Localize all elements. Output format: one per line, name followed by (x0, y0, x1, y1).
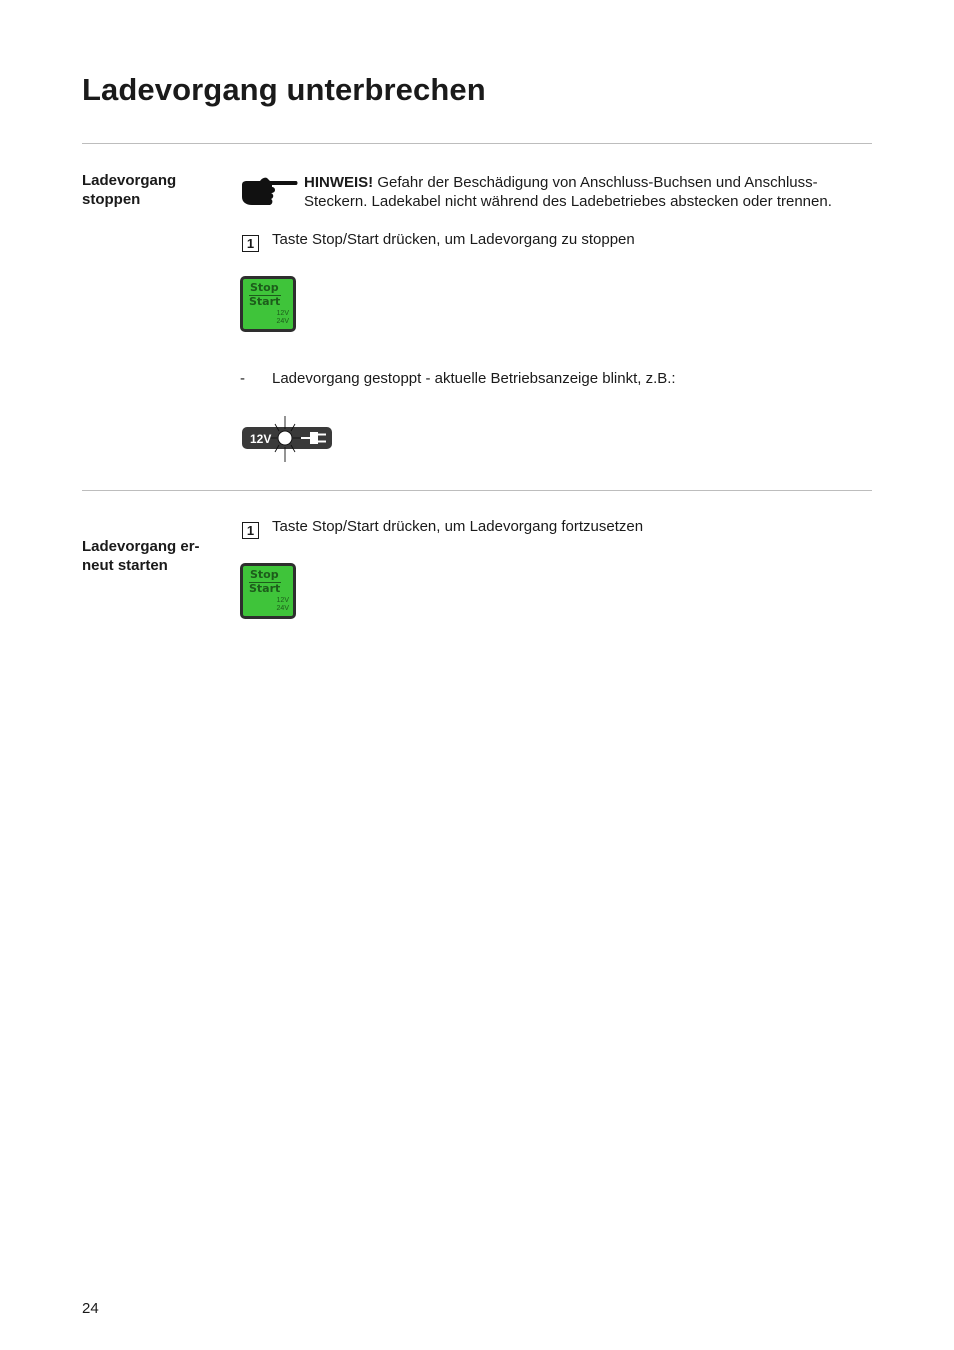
section-label-restart (82, 518, 222, 575)
button-12v-label: 12V (276, 597, 289, 604)
blink-light-icon (278, 431, 292, 445)
button-start-label: Start (249, 295, 281, 308)
button-24v-label: 24V (276, 318, 289, 325)
result-bullet: - (240, 370, 245, 387)
button-stop-label: Stop (250, 281, 279, 294)
button-start-label: Start (249, 582, 281, 595)
indicator-label: 12V (250, 432, 272, 446)
notice-text (304, 173, 874, 211)
page-number: 24 (82, 1300, 99, 1317)
notice-label: HINWEIS! (304, 174, 374, 191)
pointing-hand-icon (240, 175, 298, 211)
step-text: Taste Stop/Start drücken, um Ladevorgang zu stoppen (272, 231, 635, 248)
stop-start-button[interactable] (240, 276, 296, 332)
button-24v-label: 24V (276, 605, 289, 612)
step-number: 1 (242, 522, 259, 539)
button-12v-label: 12V (276, 310, 289, 317)
page-title: Ladevorgang unterbrechen (82, 72, 486, 107)
section-label-text: Ladevorgang er- neut starten (82, 538, 200, 574)
step-text: Taste Stop/Start drücken, um Ladevorgang fortzusetzen (272, 518, 644, 535)
section-label-stop (82, 171, 222, 209)
step-number: 1 (242, 235, 259, 252)
section-divider (82, 490, 872, 491)
section-divider (82, 143, 872, 144)
stop-start-button[interactable] (240, 563, 296, 619)
blinking-indicator (238, 412, 338, 466)
section-label-text: Ladevorgang stoppen (82, 172, 177, 208)
result-text: Ladevorgang gestoppt - aktuelle Betriebsanzeige blinkt, z.B.: (272, 370, 676, 387)
button-stop-label: Stop (250, 568, 279, 581)
notice-message: Gefahr der Beschädigung von Anschluss-Buchsen und Anschluss-Steckern. Ladekabel nicht während des Ladebetriebes abstecken oder trennen. (304, 174, 832, 210)
